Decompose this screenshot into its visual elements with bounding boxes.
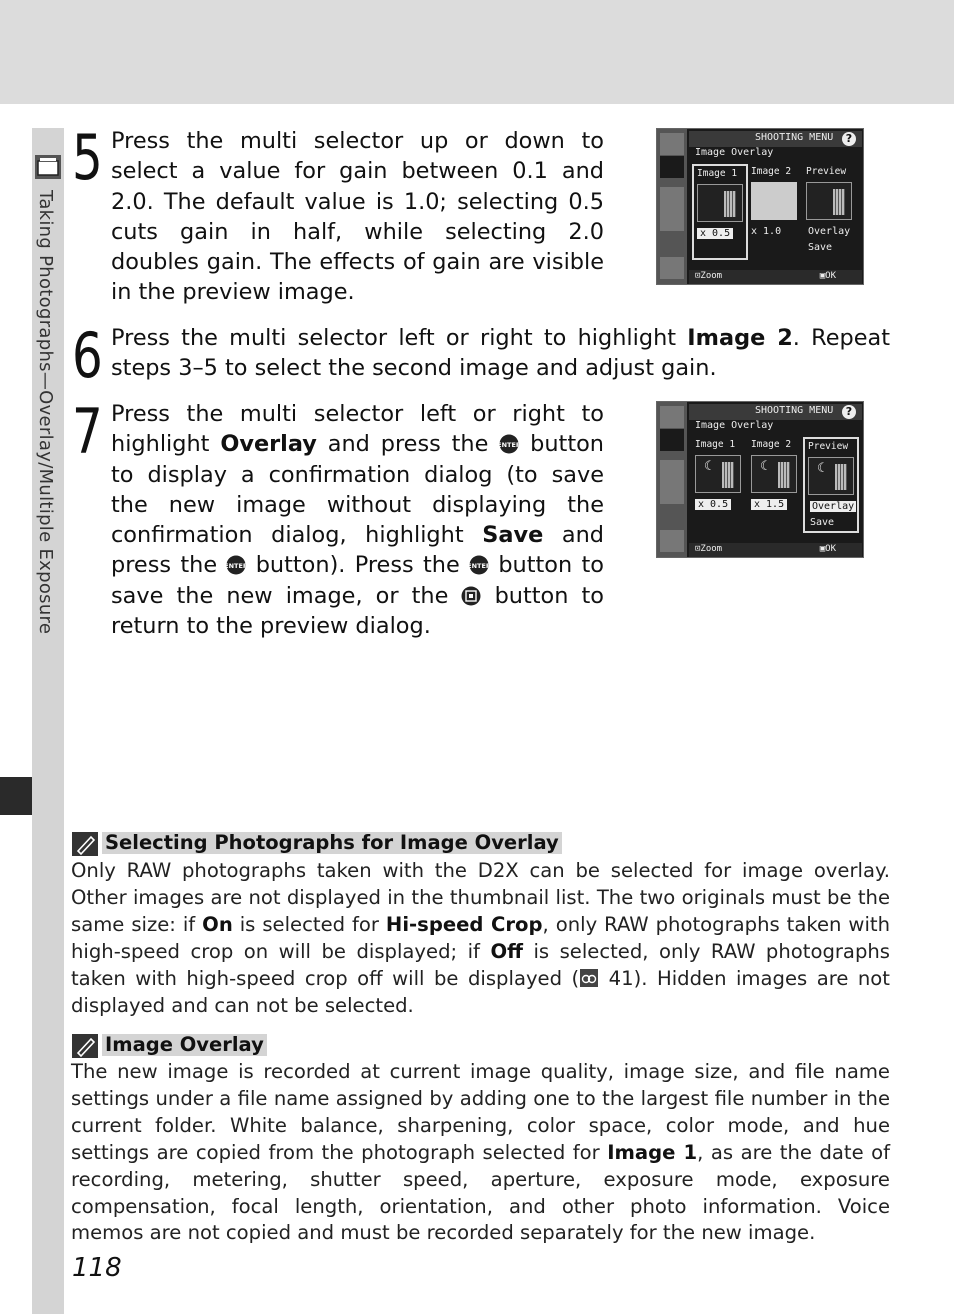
text-run: is selected, only RAW photographs taken with high-speed crop off will be displayed (: [71, 939, 891, 990]
text-run: Only RAW photographs taken with the D2X can be selected for image overlay. Other images are not displayed in the thumbnail list. The two originals must be the same size: if: [71, 859, 890, 936]
zoom-button-icon: [461, 586, 481, 606]
gain-value: x 0.5: [695, 499, 731, 510]
svg-text:ENTER: ENTER: [497, 441, 522, 450]
note-body: [71, 858, 890, 1019]
moon-icon: ☾: [760, 459, 772, 474]
menu-tab: [660, 429, 684, 451]
help-icon: ?: [842, 132, 856, 146]
bold-term: On: [202, 912, 233, 936]
overlay-column: [692, 437, 744, 529]
column-label: Image 1: [697, 168, 738, 179]
section-title: Taking Photographs—Overlay/Multiple Exposure: [35, 190, 56, 635]
screen-header: [689, 404, 862, 420]
text-run: , as are the date of recording, metering, shutter speed, aperture, exposure mode, exposure compensation, focal length, orientation, and other photo information. Voice memos are not copied and must be recorded separately for the new image.: [71, 1140, 891, 1245]
menu-tab: [660, 530, 684, 552]
enter-button-icon: [469, 555, 489, 575]
menu-tab: [660, 460, 684, 482]
building-shape: [724, 191, 736, 217]
overlay-column: [748, 437, 800, 529]
text-run: is selected for: [232, 912, 386, 936]
step-text: [111, 126, 604, 308]
menu-tab: [660, 156, 684, 178]
thumbnail: [695, 455, 741, 493]
svg-text:ENTER: ENTER: [224, 562, 249, 571]
shooting-menu-icon: [34, 154, 62, 180]
bold-term: Save: [482, 522, 544, 549]
text-run: 41). Hidden images are not displayed and can not be selected.: [71, 966, 890, 1017]
screen-header: [689, 131, 862, 147]
note-title: Selecting Photographs for Image Overlay: [102, 832, 562, 854]
step-number: 5: [72, 121, 103, 194]
screen-subtitle: Image Overlay: [695, 147, 774, 158]
thumbnail: [697, 184, 743, 222]
ok-hint: ▣OK: [819, 271, 836, 281]
note-pencil-icon: [72, 832, 98, 856]
screen-subtitle: Image Overlay: [695, 420, 774, 431]
preview-option: Save: [808, 242, 833, 253]
thumbnail: [808, 457, 854, 495]
text-run: and press the: [111, 522, 605, 579]
note-title: Image Overlay: [102, 1034, 267, 1056]
preview-option: Overlay: [808, 226, 851, 237]
enter-button-icon: [497, 434, 522, 454]
text-run: button to save the new image, or the: [111, 552, 604, 609]
zoom-hint: ⊡Zoom: [695, 544, 723, 554]
menu-tab: [660, 209, 684, 231]
step-number: 6: [72, 319, 103, 392]
column-label: Preview: [808, 441, 849, 452]
bold-term: Image 2: [687, 325, 793, 351]
text-run: button to return to the preview dialog.: [111, 582, 604, 640]
camera-screen-image-overlay: [656, 128, 864, 285]
preview-option: Save: [810, 517, 835, 528]
moon-icon: ☾: [704, 459, 716, 474]
menu-title: SHOOTING MENU: [755, 405, 834, 416]
menu-tab: [660, 187, 684, 209]
note-body: [71, 1059, 890, 1247]
menu-title: SHOOTING MENU: [755, 132, 834, 143]
bold-term: Overlay: [220, 431, 317, 458]
step-text: [111, 399, 604, 641]
screen-footer: [689, 270, 862, 284]
column-label: Preview: [806, 166, 847, 177]
menu-tab: [660, 482, 684, 504]
gain-value: x 0.5: [697, 228, 733, 239]
building-shape: [833, 189, 845, 215]
step-text: [111, 323, 890, 384]
thumbnail: [751, 182, 797, 220]
overlay-column: [803, 437, 859, 533]
text-run: Press the multi selector left or right to highlight: [111, 325, 688, 351]
text-run: Press the multi selector up or down to select a value for gain between 0.1 and 2.0. The default value is 1.0; selecting 0.5 cuts gain in half, while selecting 2.0 doubles gain. The effects of gain are visible in the preview image.: [111, 128, 604, 306]
step-number: 7: [72, 395, 103, 468]
menu-tab: [660, 406, 684, 428]
overlay-column: [803, 164, 855, 256]
chapter-thumb-tab: [0, 777, 32, 815]
ok-hint: ▣OK: [819, 544, 836, 554]
bold-term: Image 1: [607, 1140, 698, 1164]
preview-option: Overlay: [812, 501, 855, 512]
screen-footer: [689, 543, 862, 557]
thumbnail: [806, 182, 852, 220]
menu-tab: [660, 257, 684, 279]
bold-term: Hi-speed Crop: [385, 912, 543, 936]
menu-tab: [660, 133, 684, 155]
text-run: button). Press the: [246, 552, 470, 579]
help-icon: ?: [842, 405, 856, 419]
column-label: Image 1: [695, 439, 736, 450]
moon-icon: ☾: [817, 461, 829, 476]
page-number: 118: [72, 1253, 122, 1283]
column-label: Image 2: [751, 166, 792, 177]
bold-term: Off: [490, 939, 523, 963]
svg-text:ENTER: ENTER: [467, 562, 491, 571]
text-run: and press the: [316, 431, 500, 458]
building-shape: [835, 464, 847, 490]
page-reference-icon: [579, 968, 599, 988]
text-run: button to display a confirmation dialog (to save the new image without displaying the confirmation dialog, highlight: [111, 431, 604, 549]
gain-value: x 1.5: [751, 499, 787, 510]
overlay-column: [692, 164, 748, 260]
gain-value: x 1.0: [751, 226, 782, 237]
header-band: [0, 0, 954, 104]
enter-button-icon: [224, 555, 249, 575]
building-shape: [722, 462, 734, 488]
text-run: . Repeat steps 3–5 to select the second image and adjust gain.: [111, 325, 890, 382]
zoom-hint: ⊡Zoom: [695, 271, 723, 281]
note-pencil-icon: [72, 1034, 98, 1058]
building-shape: [778, 462, 790, 488]
text-run: , only RAW photographs taken with high-speed crop on will be displayed; if: [71, 912, 890, 963]
text-run: The new image is recorded at current image quality, image size, and file name settings under a file name assigned by adding one to the largest file number in the current folder. White balance, sharpening, color space, color mode, and hue settings are copied from the photograph selected for: [71, 1060, 890, 1164]
camera-screen-image-overlay: [656, 401, 864, 558]
text-run: Press the multi selector left or right to highlight: [111, 401, 604, 458]
thumbnail: [751, 455, 797, 493]
column-label: Image 2: [751, 439, 792, 450]
overlay-column: [748, 164, 800, 256]
